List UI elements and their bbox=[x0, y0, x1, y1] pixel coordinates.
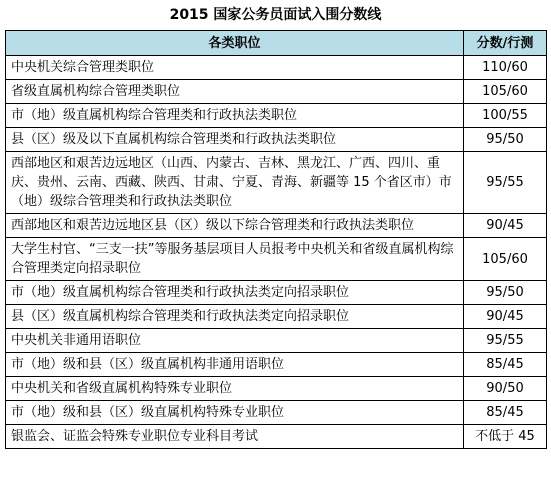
page-title: 2015 国家公务员面试入围分数线 bbox=[169, 7, 382, 23]
score-cell: 95/50 bbox=[464, 281, 547, 305]
score-cell: 95/55 bbox=[464, 152, 547, 214]
score-cell: 105/60 bbox=[464, 238, 547, 281]
table-row bbox=[6, 214, 547, 238]
table-row bbox=[6, 329, 547, 353]
header-score: 分数/行测 bbox=[464, 31, 547, 56]
table-row bbox=[6, 128, 547, 152]
table-row bbox=[6, 104, 547, 128]
position-cell: 市（地）级直属机构综合管理类和行政执法类职位 bbox=[6, 104, 464, 128]
table-row bbox=[6, 377, 547, 401]
position-cell: 中央机关和省级直属机构特殊专业职位 bbox=[6, 377, 464, 401]
position-cell: 省级直属机构综合管理类职位 bbox=[6, 80, 464, 104]
position-cell: 市（地）级直属机构综合管理类和行政执法类定向招录职位 bbox=[6, 281, 464, 305]
position-cell: 西部地区和艰苦边远地区县（区）级以下综合管理类和行政执法类职位 bbox=[6, 214, 464, 238]
score-cell: 90/45 bbox=[464, 214, 547, 238]
table-row bbox=[6, 305, 547, 329]
score-cell: 85/45 bbox=[464, 401, 547, 425]
position-cell: 市（地）级和县（区）级直属机构特殊专业职位 bbox=[6, 401, 464, 425]
table-row bbox=[6, 401, 547, 425]
score-cell: 100/55 bbox=[464, 104, 547, 128]
score-table bbox=[5, 30, 547, 449]
table-row bbox=[6, 425, 547, 449]
score-cell: 90/50 bbox=[464, 377, 547, 401]
score-cell: 105/60 bbox=[464, 80, 547, 104]
position-cell: 县（区）级直属机构综合管理类和行政执法类定向招录职位 bbox=[6, 305, 464, 329]
table-row bbox=[6, 353, 547, 377]
table-row bbox=[6, 80, 547, 104]
position-cell: 银监会、证监会特殊专业职位专业科目考试 bbox=[6, 425, 464, 449]
position-cell: 大学生村官、“三支一扶”等服务基层项目人员报考中央机关和省级直属机构综合管理类定向招录职位 bbox=[6, 238, 464, 281]
position-cell: 市（地）级和县（区）级直属机构非通用语职位 bbox=[6, 353, 464, 377]
position-cell: 西部地区和艰苦边远地区（山西、内蒙古、吉林、黑龙江、广西、四川、重庆、贵州、云南、西藏、陕西、甘肃、宁夏、青海、新疆等 15 个省区市）市（地）级综合管理类和行政执法类职位 bbox=[6, 152, 464, 214]
position-cell: 中央机关综合管理类职位 bbox=[6, 56, 464, 80]
score-cell: 95/50 bbox=[464, 128, 547, 152]
table-row bbox=[6, 238, 547, 281]
score-cell: 不低于 45 bbox=[464, 425, 547, 449]
score-cell: 110/60 bbox=[464, 56, 547, 80]
position-cell: 县（区）级及以下直属机构综合管理类和行政执法类职位 bbox=[6, 128, 464, 152]
score-cell: 90/45 bbox=[464, 305, 547, 329]
score-cell: 85/45 bbox=[464, 353, 547, 377]
table-row bbox=[6, 281, 547, 305]
table-row bbox=[6, 152, 547, 214]
table-row bbox=[6, 56, 547, 80]
header-position: 各类职位 bbox=[6, 31, 464, 56]
position-cell: 中央机关非通用语职位 bbox=[6, 329, 464, 353]
score-cell: 95/55 bbox=[464, 329, 547, 353]
table-header-row bbox=[6, 31, 547, 56]
